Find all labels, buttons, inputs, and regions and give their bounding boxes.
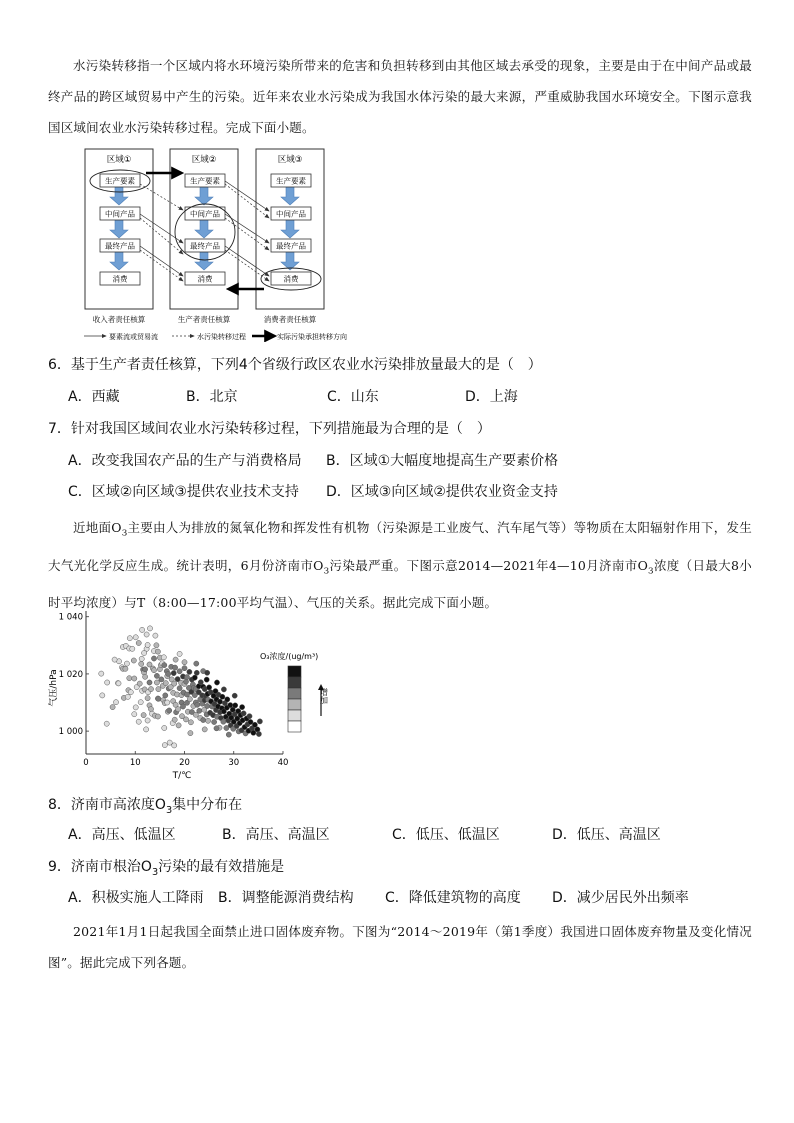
question-9-stem: [48, 856, 284, 878]
q6-option-b[interactable]: B．北京: [186, 389, 238, 405]
q7-option-a[interactable]: A．改变我国农产品的生产与消费格局: [68, 453, 302, 469]
stage-label-r1-final: 最终产品: [105, 241, 135, 251]
scatter-point: [127, 676, 132, 681]
scatter-point: [162, 725, 167, 730]
scatter-point: [205, 670, 210, 675]
stage-label-r3-factor: 生产要素: [276, 176, 306, 186]
scatter-point: [182, 666, 187, 671]
stage-label-r1-factor: 生产要素: [105, 176, 135, 186]
scatter-point: [221, 719, 226, 724]
legend-swatch: [288, 677, 301, 688]
scatter-point: [232, 693, 237, 698]
q6-option-d[interactable]: D．上海: [465, 389, 518, 405]
scatter-point: [148, 707, 153, 712]
scatter-point: [188, 731, 193, 736]
accounting-label-2: 生产者责任核算: [177, 315, 231, 324]
scatter-point: [128, 690, 133, 695]
legend-title: O₃浓度/(ug/m³): [260, 652, 319, 661]
scatter-point: [180, 704, 185, 709]
scatter-point: [105, 680, 110, 685]
scatter-point: [217, 699, 222, 704]
q7-option-b[interactable]: B．区域①大幅度地提高生产要素价格: [326, 453, 559, 469]
scatter-point: [141, 713, 146, 718]
scatter-point: [183, 717, 188, 722]
legend-swatch: [288, 721, 301, 732]
passage2-part-a: 近地面O: [73, 520, 122, 535]
scatter-point: [151, 656, 156, 661]
legend-trade-flow: 要素流或贸易流: [109, 333, 158, 341]
q8-option-a[interactable]: A．高压、低温区: [68, 827, 176, 843]
scatter-point: [154, 673, 159, 678]
scatter-point: [145, 642, 150, 647]
scatter-point: [163, 681, 168, 686]
scatter-point: [247, 714, 252, 719]
q7-option-c[interactable]: C．区域②向区域③提供农业技术支持: [68, 484, 299, 500]
scatter-point: [125, 694, 130, 699]
scatter-point: [165, 700, 170, 705]
scatter-point: [145, 718, 150, 723]
scatter-point: [233, 703, 238, 708]
scatter-point: [207, 685, 212, 690]
scatter-point: [127, 636, 132, 641]
q9-option-a[interactable]: A．积极实施人工降雨: [68, 890, 204, 906]
ozone-scatter-chart: [48, 608, 348, 784]
region-title-2: 区域②: [191, 155, 217, 165]
legend-swatch: [288, 699, 301, 710]
stage-label-r2-final: 最终产品: [190, 241, 220, 251]
scatter-point: [177, 669, 182, 674]
scatter-point: [187, 669, 192, 674]
scatter-point: [195, 702, 200, 707]
scatter-point: [221, 687, 226, 692]
scatter-point: [144, 632, 149, 637]
stage-label-r3-intermediate: 中间产品: [276, 209, 306, 219]
y-axis-title: 气压/hPa: [49, 669, 59, 707]
x-tick-label: 0: [83, 758, 89, 768]
scatter-point: [257, 719, 262, 724]
legend-swatch: [288, 666, 301, 677]
region-title-3: 区域③: [277, 155, 303, 165]
y-tick-label: 1 040: [58, 612, 83, 623]
y-tick-label: 1 000: [58, 727, 83, 738]
scatter-point: [172, 681, 177, 686]
q8-option-c[interactable]: C．低压、低温区: [392, 827, 500, 843]
scatter-point: [167, 708, 172, 713]
scatter-point: [113, 700, 118, 705]
scatter-point: [131, 658, 136, 663]
scatter-point: [176, 707, 181, 712]
scatter-point: [130, 646, 135, 651]
scatter-point: [214, 726, 219, 731]
scatter-point: [202, 727, 207, 732]
scatter-point: [187, 697, 192, 702]
scatter-point: [140, 627, 145, 632]
subscript-3: 3: [165, 804, 173, 816]
q8-option-d[interactable]: D．低压、高温区: [552, 827, 661, 843]
q8-stem-a: 8．济南市高浓度O: [48, 797, 166, 813]
stage-label-r3-consume: 消费: [283, 274, 299, 284]
legend-swatch: [288, 688, 301, 699]
scatter-point: [148, 687, 153, 692]
scatter-point: [123, 666, 128, 671]
q7-option-d[interactable]: D．区域③向区域②提供农业资金支持: [326, 484, 558, 500]
scatter-point: [194, 661, 199, 666]
scatter-point: [240, 705, 245, 710]
scatter-point: [124, 661, 129, 666]
scatter-point: [204, 677, 209, 682]
scatter-point: [176, 723, 181, 728]
passage-solid-waste-import: 2021年1月1日起我国全面禁止进口固体废弃物。下图为“2014～2019年（第1季度）我国进口固体废弃物量及变化情况图”。据此完成下列各题。: [48, 924, 752, 970]
scatter-point: [159, 677, 164, 682]
q9-stem-a: 9．济南市根治O: [48, 859, 152, 875]
scatter-point: [154, 643, 159, 648]
legend-increase-label: 增加: [319, 688, 329, 704]
subscript-3: 3: [648, 566, 654, 576]
scatter-point: [133, 635, 138, 640]
scatter-point: [228, 703, 233, 708]
scatter-point: [161, 655, 166, 660]
scatter-point: [220, 694, 225, 699]
scatter-point: [147, 680, 152, 685]
scatter-point: [139, 661, 144, 666]
x-axis-title: T/℃: [172, 771, 192, 781]
passage-water-pollution-transfer: 水污染转移指一个区域内将水环境污染所带来的危害和负担转移到由其他区域去承受的现象，主要是由于在中间产品或最终产品的跨区域贸易中产生的污染。近年来农业水污染成为我国水体污染的最大来源，严重威胁我国水环境安全。下图示意我国区域间农业水污染转移过程。完成下面小题。: [48, 58, 752, 135]
scatter-point: [155, 714, 160, 719]
scatter-point: [138, 700, 143, 705]
passage2-part-d: 浓度（日最大8小时平均浓度）与T（8:00—17:00平均气温）、气压的关系。据此完成下面小题。: [48, 557, 752, 610]
stage-label-r2-consume: 消费: [197, 274, 213, 284]
scatter-point: [194, 670, 199, 675]
stage-label-r3-final: 最终产品: [276, 241, 306, 251]
q6-option-c[interactable]: C．山东: [327, 389, 379, 405]
question-6-stem: 6．基于生产者责任核算，下列4个省级行政区农业水污染排放量最大的是（ ）: [48, 357, 542, 373]
stage-label-r2-intermediate: 中间产品: [190, 209, 220, 219]
scatter-point: [116, 681, 121, 686]
scatter-point: [139, 656, 144, 661]
scatter-point: [171, 671, 176, 676]
scatter-point: [156, 687, 161, 692]
scatter-point: [143, 674, 148, 679]
x-tick-label: 40: [277, 758, 289, 768]
flow-down-arrows: [110, 187, 299, 270]
scatter-point: [225, 697, 230, 702]
region-title-1: 区域①: [106, 155, 132, 165]
stage-label-r2-factor: 生产要素: [190, 176, 220, 186]
scatter-point: [201, 717, 206, 722]
subscript-3: 3: [323, 566, 330, 576]
scatter-point: [145, 696, 150, 701]
scatter-point: [212, 719, 217, 724]
scatter-point: [226, 732, 231, 737]
q9-option-c[interactable]: C．降低建筑物的高度: [385, 890, 521, 906]
stage-label-r1-intermediate: 中间产品: [105, 209, 135, 219]
scatter-point: [188, 720, 193, 725]
scatter-point: [162, 663, 167, 668]
accounting-label-1: 收入者责任核算: [92, 315, 146, 324]
legend-burden-direction: 实际污染承担转移方向: [277, 333, 347, 341]
scatter-point: [163, 693, 168, 698]
passage2-part-b: 主要由人为排放的氮氧化物和挥发性有机物（污染源是工业废气、汽车尾气等）等物质在太阳辐射作用下，发生大气光化学反应生成。统计表明，6月份济南市O: [48, 520, 752, 573]
q9-option-b[interactable]: B．调整能源消费结构: [218, 890, 354, 906]
scatter-point: [166, 671, 171, 676]
scatter-point: [133, 705, 138, 710]
q9-option-d[interactable]: D．减少居民外出频率: [552, 890, 689, 906]
scatter-point: [241, 711, 246, 716]
scatter-point: [110, 705, 115, 710]
pollution-transfer-diagram: [84, 146, 410, 342]
scatter-point: [100, 693, 105, 698]
y-tick-label: 1 020: [58, 669, 83, 680]
q9-stem-b: 污染的最有效措施是: [158, 859, 285, 875]
scatter-point: [99, 671, 104, 676]
scatter-point: [205, 703, 210, 708]
scatter-point: [177, 686, 182, 691]
scatter-point: [136, 640, 141, 645]
legend-pollution-transfer: 水污染转移过程: [197, 333, 246, 341]
q8-option-b[interactable]: B．高压、高温区: [222, 827, 330, 843]
scatter-point: [167, 740, 172, 745]
scatter-point: [112, 657, 117, 662]
passage2-part-c: 污染最严重。下图示意2014—2021年4—10月济南市O: [329, 557, 649, 573]
scatter-point: [192, 675, 197, 680]
x-tick-label: 30: [228, 758, 240, 768]
scatter-point: [184, 675, 189, 680]
passage-ozone-jinan: [48, 512, 752, 618]
q8-stem-b: 集中分布在: [172, 797, 243, 813]
accounting-label-3: 消费者责任核算: [263, 315, 317, 324]
scatter-point: [172, 743, 177, 748]
subscript-3: 3: [121, 528, 128, 539]
scatter-point: [173, 665, 178, 670]
scatter-point: [252, 722, 257, 727]
scatter-point: [137, 681, 142, 686]
subscript-3: 3: [151, 866, 159, 878]
scatter-point: [132, 712, 137, 717]
scatter-point: [162, 743, 167, 748]
legend-swatch: [288, 710, 301, 721]
scatter-point: [142, 650, 147, 655]
scatter-point: [197, 708, 202, 713]
scatter-point: [153, 633, 158, 638]
scatter-point: [173, 657, 178, 662]
stage-label-r1-consume: 消费: [112, 274, 128, 284]
scatter-point: [104, 721, 109, 726]
scatter-point: [214, 680, 219, 685]
scatter-point: [154, 680, 159, 685]
scatter-point: [132, 676, 137, 681]
question-7-stem: 7．针对我国区域间农业水污染转移过程，下列措施最为合理的是（ ）: [48, 421, 491, 437]
scatter-point: [144, 727, 149, 732]
scatter-point: [172, 717, 177, 722]
scatter-point: [177, 651, 182, 656]
scatter-point: [147, 626, 152, 631]
q6-option-a[interactable]: A．西藏: [68, 389, 120, 405]
scatter-point: [155, 649, 160, 654]
scatter-point: [182, 660, 187, 665]
scatter-point: [151, 668, 156, 673]
scatter-point: [136, 719, 141, 724]
question-8-stem: [48, 794, 242, 816]
scatter-point: [206, 718, 211, 723]
scatter-point: [256, 731, 261, 736]
scatter-point: [156, 696, 161, 701]
scatter-point: [143, 667, 148, 672]
x-tick-label: 10: [129, 758, 141, 768]
x-tick-label: 20: [179, 758, 190, 768]
